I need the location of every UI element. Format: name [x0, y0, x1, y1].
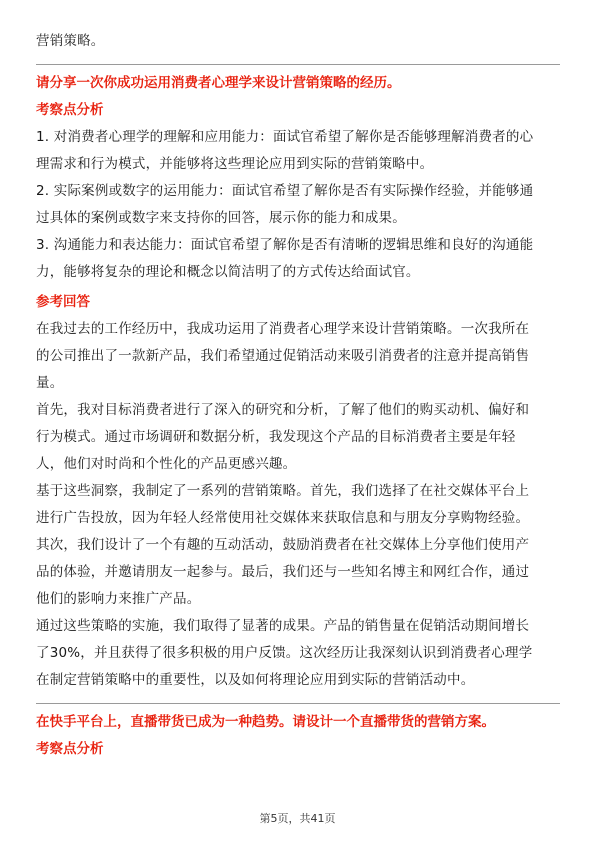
question-2: 在快手平台上，直播带货已成为一种趋势。请设计一个直播带货的营销方案。: [36, 714, 495, 730]
divider: [36, 64, 560, 65]
analysis-line: 3. 沟通能力和表达能力：面试官希望了解你是否有清晰的逻辑思维和良好的沟通能: [36, 237, 534, 253]
analysis-heading: 考察点分析: [36, 102, 104, 118]
answer-line: 进行广告投放，因为年轻人经常使用社交媒体来获取信息和与朋友分享购物经验。: [36, 510, 530, 526]
answer-line: 首先，我对目标消费者进行了深入的研究和分析，了解了他们的购买动机、偏好和: [36, 402, 530, 418]
answer-line: 人，他们对时尚和个性化的产品更感兴趣。: [36, 456, 297, 472]
page-number: 第5页，共41页: [259, 812, 336, 825]
document-page: [36, 28, 560, 763]
answer-line: 品的体验，并邀请朋友一起参与。最后，我们还与一些知名博主和网红合作，通过: [36, 564, 530, 580]
answer-line: 在制定营销策略中的重要性，以及如何将理论应用到实际的营销活动中。: [36, 672, 475, 688]
answer-line: 通过这些策略的实施，我们取得了显著的成果。产品的销售量在促销活动期间增长: [36, 618, 530, 634]
intro-tail: 营销策略。: [36, 33, 105, 49]
analysis-line: 理需求和行为模式，并能够将这些理论应用到实际的营销策略中。: [36, 156, 434, 172]
answer-heading: 参考回答: [36, 294, 90, 310]
analysis-line: 2. 实际案例或数字的运用能力：面试官希望了解你是否有实际操作经验，并能够通: [36, 183, 534, 199]
answer-line: 了30%，并且获得了很多积极的用户反馈。这次经历让我深刻认识到消费者心理学: [36, 645, 533, 661]
question-1: 请分享一次你成功运用消费者心理学来设计营销策略的经历。: [36, 75, 401, 91]
answer-line: 在我过去的工作经历中，我成功运用了消费者心理学来设计营销策略。一次我所在: [36, 321, 530, 337]
analysis-line: 过具体的案例或数字来支持你的回答，展示你的能力和成果。: [36, 210, 406, 226]
analysis-heading-2: 考察点分析: [36, 741, 104, 757]
answer-body: [36, 316, 560, 694]
answer-line: 量。: [36, 375, 64, 391]
answer-line: 行为模式。通过市场调研和数据分析，我发现这个产品的目标消费者主要是年轻: [36, 429, 516, 445]
analysis-line: 力，能够将复杂的理论和概念以简洁明了的方式传达给面试官。: [36, 264, 420, 280]
answer-line: 其次，我们设计了一个有趣的互动活动，鼓励消费者在社交媒体上分享他们使用产: [36, 537, 530, 553]
answer-line: 基于这些洞察，我制定了一系列的营销策略。首先，我们选择了在社交媒体平台上: [36, 483, 530, 499]
answer-line: 的公司推出了一款新产品，我们希望通过促销活动来吸引消费者的注意并提高销售: [36, 348, 530, 364]
analysis-body: [36, 124, 560, 286]
answer-line: 他们的影响力来推广产品。: [36, 591, 201, 607]
divider: [36, 703, 560, 704]
analysis-line: 1. 对消费者心理学的理解和应用能力：面试官希望了解你是否能够理解消费者的心: [36, 129, 534, 145]
